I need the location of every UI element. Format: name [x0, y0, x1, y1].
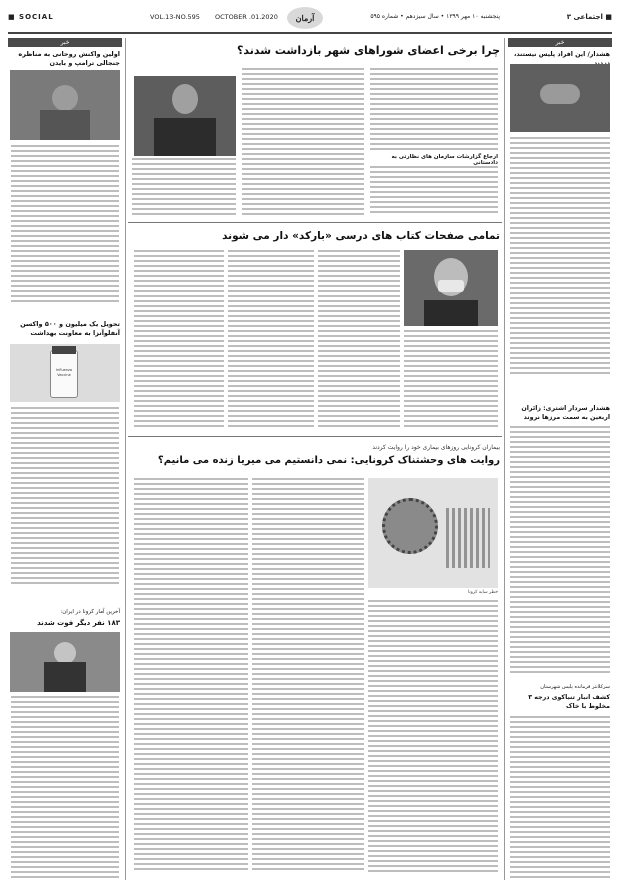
- article-body: [318, 250, 400, 432]
- article-body: [134, 478, 248, 876]
- article-body: [510, 716, 610, 880]
- headline-tobacco-seizure: کشف انبار تنباکوی درجه ۳ مخلوط با خاک: [528, 694, 610, 710]
- newspaper-logo: آرمان: [287, 7, 323, 29]
- left-column: [8, 38, 122, 880]
- section-label-social: ■ SOCIAL: [8, 13, 54, 21]
- article-body: [242, 68, 364, 218]
- article-body: [11, 145, 119, 305]
- covid-photo: [10, 632, 120, 692]
- article-body: [134, 250, 224, 432]
- article-body: [11, 407, 119, 587]
- column-divider: [504, 38, 505, 880]
- photo-shape: [540, 84, 580, 104]
- headline-fake-police: هشدار/ این افراد پلیس نیستند،: [514, 51, 610, 58]
- police-photo: [510, 64, 610, 132]
- article-body: [228, 250, 314, 432]
- photo-shape: [154, 118, 216, 156]
- rouhani-photo: [10, 70, 120, 140]
- story-covid-patients: [128, 438, 502, 880]
- persian-date: پنجشنبه ۱۰ مهر ۱۳۹۹ • سال سیزدهم • شماره ۵۹۵: [370, 13, 500, 20]
- photo-shape: [172, 84, 198, 114]
- vial-cap-icon: [52, 346, 76, 354]
- article-body: [368, 600, 498, 876]
- photo-shape: [54, 642, 76, 664]
- photo-shape: [424, 300, 478, 326]
- photo-shape: [44, 662, 86, 692]
- right-column: [508, 38, 612, 880]
- face-mask-icon: [438, 280, 464, 292]
- article-body: [510, 137, 610, 377]
- masthead: [8, 6, 612, 34]
- news-tag: خبر: [508, 38, 612, 47]
- chart-bars-icon: [446, 508, 490, 568]
- story-divider: [128, 436, 502, 437]
- story-divider: [128, 222, 502, 223]
- minister-photo: [404, 250, 498, 326]
- headline-arbaeen-warning: هشدار سردار اشتری: زائران اربعین به سمت مرزها نروند: [521, 405, 610, 421]
- photo-caption: خطر سایه کرونا: [467, 590, 498, 595]
- covid-illustration: [368, 478, 498, 588]
- article-body: [370, 166, 498, 218]
- vaccine-photo: [10, 344, 120, 402]
- article-body: [510, 426, 610, 676]
- photo-shape: [52, 85, 78, 111]
- tobacco-kicker: سرکلانتر فرمانده پلیس شهرستان: [540, 684, 610, 690]
- headline-covid-deaths: ۱۸۳ نفر دیگر فوت شدند: [37, 619, 120, 627]
- article-body: [370, 68, 498, 152]
- story-city-councils: [128, 38, 502, 221]
- volume-number: VOL.13-NO.595: [150, 13, 200, 21]
- section-label-social-fa: ■ اجتماعی ۳: [566, 13, 612, 21]
- news-tag: خبر: [8, 38, 122, 47]
- covid-stats-kicker: آخرین آمار کرونا در ایران:: [60, 609, 120, 615]
- headline-city-council-arrests: چرا برخی اعضای شوراهای شهر بازداشت شدند؟: [237, 44, 500, 57]
- headline-covid-stories: روایت های وحشتناک کرونایی: نمی دانستیم می میریا زنده می مانیم؟: [157, 455, 500, 466]
- article-body: [132, 158, 236, 218]
- covid-kicker: بیماران کرونایی روزهای بیماری خود را روایت کردند: [372, 444, 500, 451]
- official-photo: [134, 76, 236, 156]
- photo-shape: [40, 110, 90, 140]
- article-body: [252, 478, 364, 876]
- pull-quote: ارجاع گزارشات سازمان های نظارتی به دادستانی: [391, 154, 498, 166]
- story-textbooks: [128, 224, 502, 434]
- vaccine-label: Influenza Vaccine: [55, 368, 73, 377]
- headline-rouhani-reaction: اولین واکنش روحانی به مناظره جنجالی ترامپ و بایدن: [18, 50, 120, 67]
- masthead-rule: [8, 32, 612, 34]
- headline-textbook-barcode: تمامی صفحات کتاب های درسی «بارکد» دار می شوند: [222, 230, 500, 242]
- article-body: [11, 696, 119, 880]
- headline-flu-vaccine: تحویل یک میلیون و ۵۰۰ واکسن آنفلوآنزا به معاونت بهداشت: [20, 320, 120, 337]
- english-date: OCTOBER .01.2020: [215, 13, 278, 21]
- virus-icon: [382, 498, 438, 554]
- column-divider: [125, 38, 126, 880]
- article-body: [404, 330, 498, 432]
